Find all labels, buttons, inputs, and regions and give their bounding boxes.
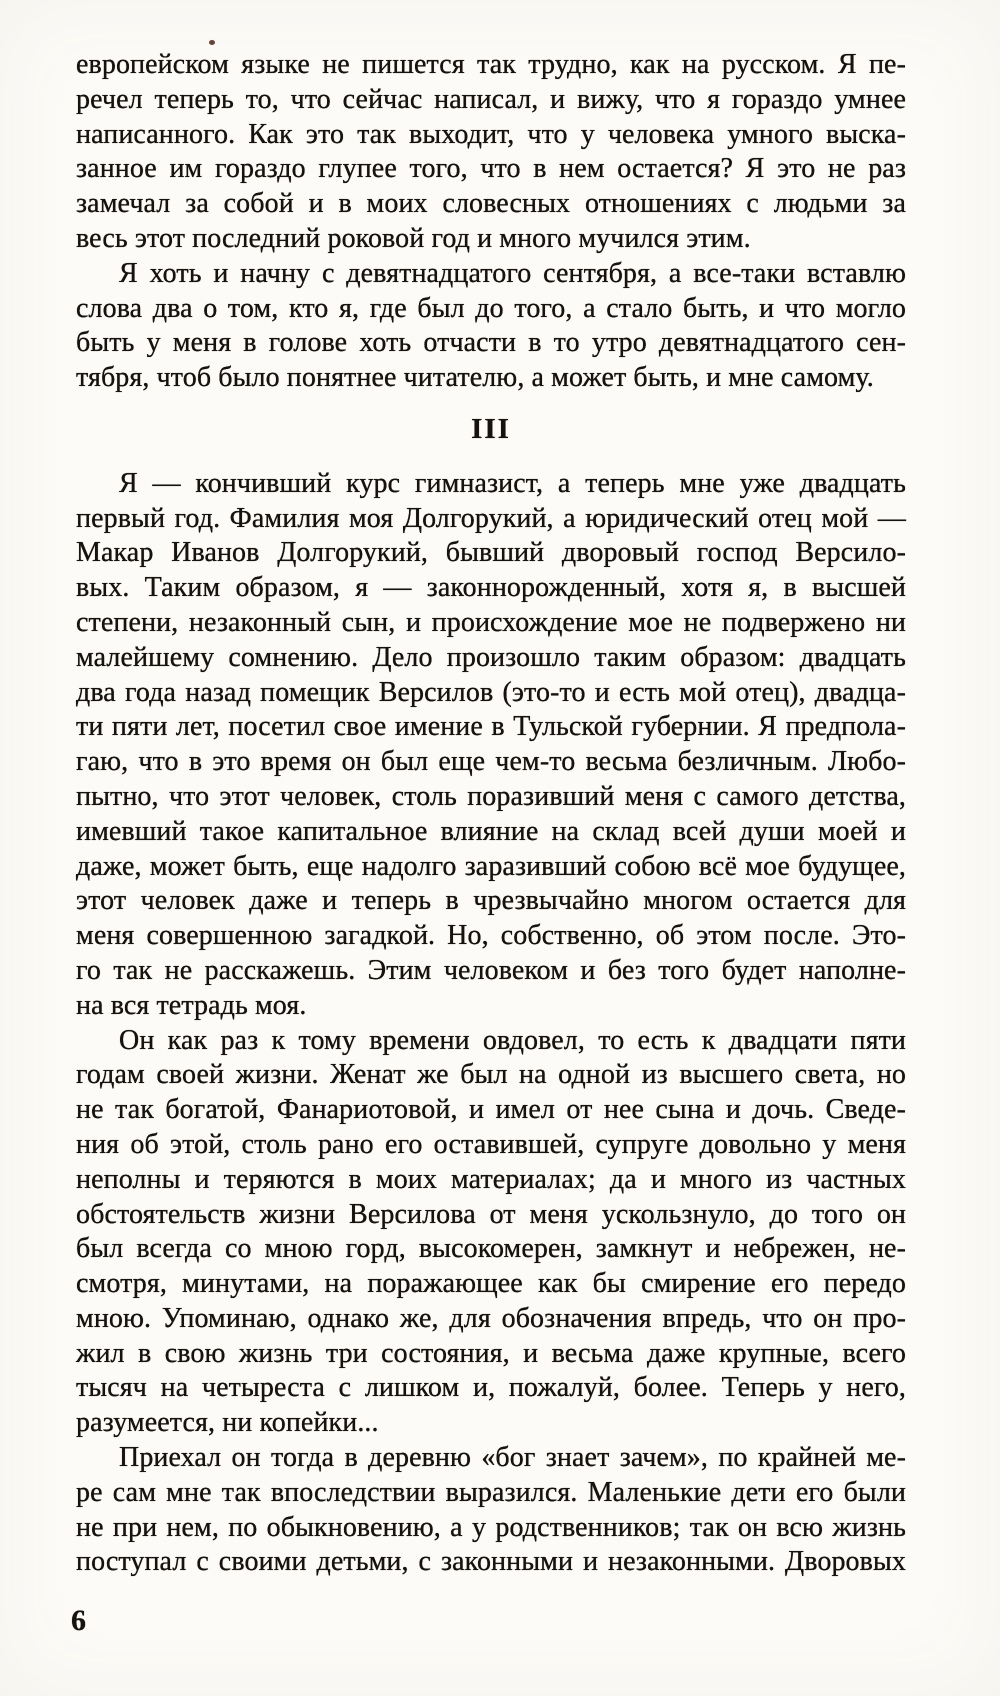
text-line: го так не расскажешь. Этим человеком и без того будет наполне- [76, 954, 906, 986]
text-line: имевший такое капитальное влияние на склад всей души моей и [76, 815, 906, 847]
text-line: меня совершенною загадкой. Но, собственно, об этом после. Это- [76, 920, 906, 952]
text-line: неполны и теряются в моих материалах; да и много из частных [76, 1163, 906, 1195]
text-line: гаю, что в это время он был еще чем-то весьма безличным. Любо- [76, 746, 906, 778]
text-line: смотря, минутами, на поражающее как бы смирение его передо [76, 1268, 906, 1300]
text-line: европейском языке не пишется так трудно, как на русском. Я пе- [76, 49, 906, 80]
text-line: был всегда со мною горд, высокомерен, замкнут и небрежен, не- [76, 1233, 906, 1265]
text-line: не так богатой, Фанариотовой, и имел от нее сына и дочь. Сведе- [76, 1094, 906, 1126]
paragraph [76, 48, 906, 257]
print-speck [209, 40, 215, 45]
text-line: замечал за собой и в моих словесных отношениях с людьми за [76, 188, 906, 220]
text-line: весь этот последний роковой год и много мучился этим. [76, 222, 751, 254]
text-line: годам своей жизни. Женат же был на одной из высшего света, но [76, 1059, 906, 1091]
text-line: тысяч на четыреста с лишком и, пожалуй, более. Теперь у него, [76, 1372, 906, 1404]
text-line: малейшему сомнению. Дело произошло таким образом: двадцать [76, 641, 906, 673]
text-line: речел теперь то, что сейчас написал, и вижу, что я гораздо умнее [76, 83, 906, 115]
text-line: поступал с своими детьми, с законными и незаконными. Дворовых [76, 1546, 906, 1578]
text-line: вых. Таким образом, я — законнорожденный, хотя я, в высшей [76, 572, 906, 604]
paragraph [76, 1024, 906, 1442]
text-line: даже, может быть, еще надолго заразивший собою всё мое будущее, [76, 850, 906, 882]
text-line: не при нем, по обыкновению, а у родственников; так он всю жизнь [76, 1511, 906, 1543]
text-line: два года назад помещик Версилов (это-то и есть мой отец), двадца- [76, 676, 906, 708]
text-line: разумеется, ни копейки... [76, 1407, 379, 1439]
text-line: тября, чтоб было понятнее читателю, а может быть, и мне самому. [76, 362, 874, 394]
text-line: Он как раз к тому времени овдовел, то есть к двадцати пяти [119, 1024, 906, 1056]
text-line: жил в свою жизнь три состояния, и весьма даже крупные, всего [76, 1337, 906, 1369]
text-line: занное им гораздо глупее того, что в нем остается? Я это не раз [76, 153, 906, 185]
text-line: мною. Упоминаю, однако же, для обозначения впредь, что он про- [76, 1302, 906, 1334]
text-line: степени, незаконный сын, и происхождение мое не подвержено ни [76, 606, 906, 638]
paragraph [76, 1441, 906, 1580]
text-line: Я — кончивший курс гимназист, а теперь мне уже двадцать [119, 467, 906, 499]
text-line: Макар Иванов Долгорукий, бывший дворовый господ Версило- [76, 537, 906, 569]
text-line: на вся тетрадь моя. [76, 989, 307, 1021]
text-line: Я хоть и начну с девятнадцатого сентября, а все-таки вставлю [119, 257, 906, 289]
text-line: первый год. Фамилия моя Долгорукий, а юридический отец мой — [76, 502, 906, 534]
paragraph [76, 467, 906, 1024]
text-line: ния об этой, столь рано его оставившей, супруге довольно у меня [76, 1128, 906, 1160]
text-line: ти пяти лет, посетил свое имение в Тульской губернии. Я предпола- [76, 711, 906, 743]
text-line: этот человек даже и теперь в чрезвычайно многом остается для [76, 885, 906, 917]
paragraph [76, 257, 906, 396]
text-line: ре сам мне так впоследствии выразился. Маленькие дети его были [76, 1476, 906, 1508]
chapter-heading: III [471, 412, 511, 445]
page-number: 6 [71, 1604, 86, 1637]
text-line: написанного. Как это так выходит, что у человека умного выска- [76, 118, 906, 150]
text-line: слова два о том, кто я, где был до того, а стало быть, и что могло [76, 292, 906, 324]
text-line: быть у меня в голове хоть отчасти в то утро девятнадцатого сен- [76, 327, 906, 359]
text-line: Приехал он тогда в деревню «бог знает зачем», по крайней ме- [119, 1442, 906, 1474]
text-line: обстоятельств жизни Версилова от меня ускользнуло, до того он [76, 1198, 906, 1230]
text-line: пытно, что этот человек, столь поразивший меня с самого детства, [76, 780, 906, 812]
text-block [76, 48, 906, 1580]
